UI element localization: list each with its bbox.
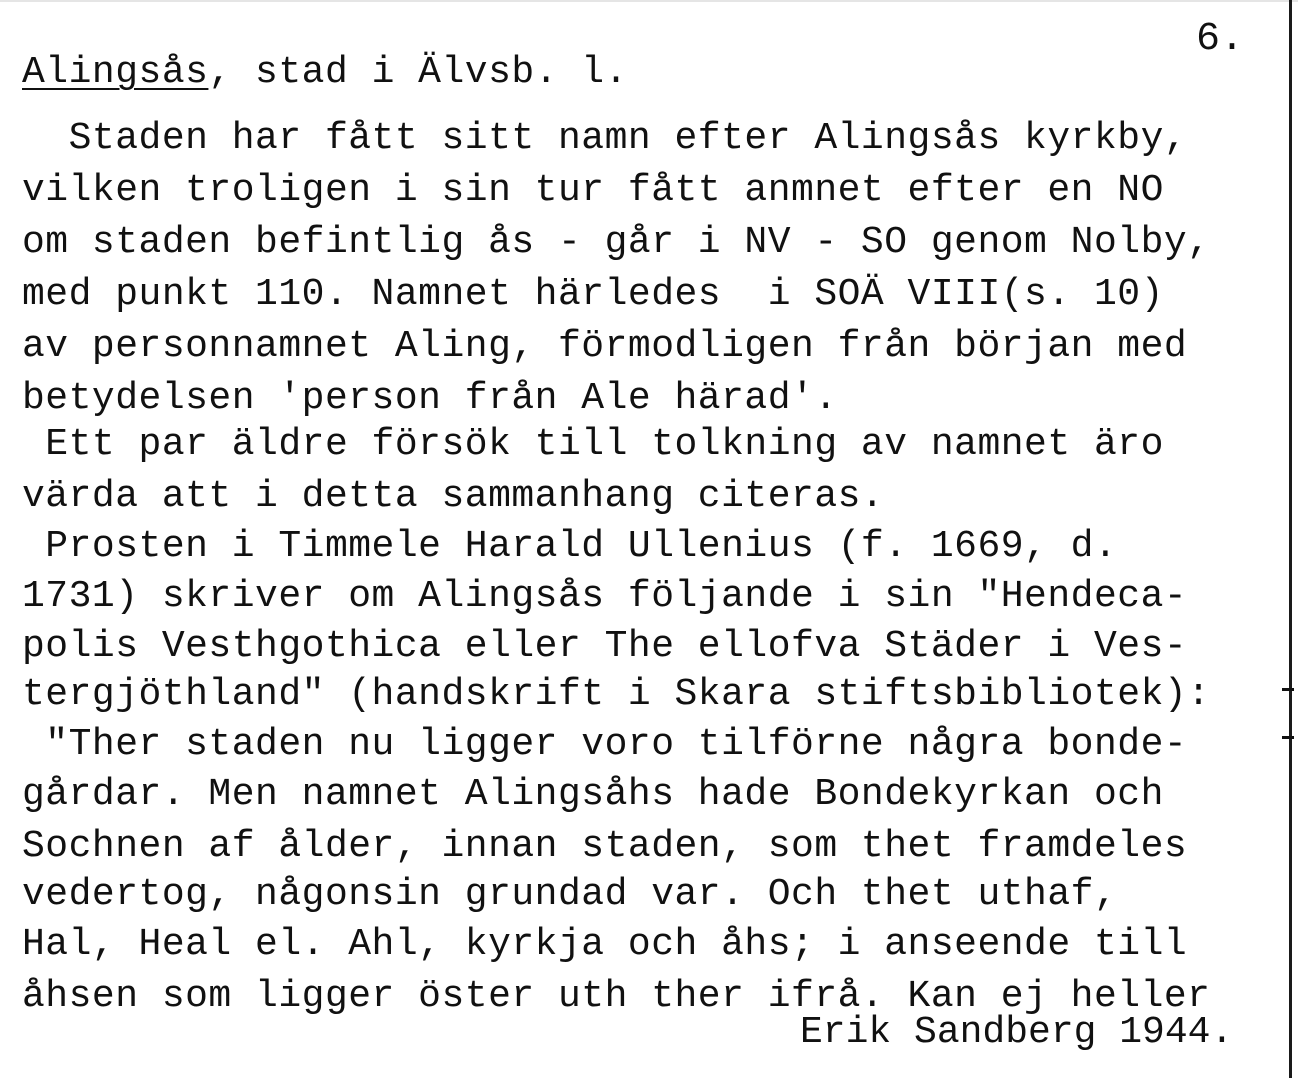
text-line: tergjöthland" (handskrift i Skara stiftsbibliotek): <box>22 673 1211 716</box>
text-line: gårdar. Men namnet Alingsåhs hade Bondekyrkan och <box>22 773 1164 816</box>
text-line: vedertog, någonsin grundad var. Och thet uthaf, <box>22 873 1118 916</box>
text-line: 1731) skriver om Alingsås följande i sin "Hendeca- <box>22 575 1188 618</box>
text-line: betydelsen 'person från Ale härad'. <box>22 377 838 420</box>
text-line: Ett par äldre försök till tolkning av namnet äro <box>22 423 1164 466</box>
text-line: av personnamnet Aling, förmodligen från början med <box>22 325 1188 368</box>
text-line: vilken troligen i sin tur fått anmnet efter en NO <box>22 169 1164 212</box>
page-number: 6. <box>1196 17 1245 62</box>
entry-heading <box>22 50 628 96</box>
text-line: åhsen som ligger öster uth ther ifrå. Kan ej heller <box>22 975 1211 1018</box>
heading-description: , stad i Älvsb. l. <box>208 51 628 94</box>
margin-tick <box>1282 688 1294 691</box>
text-line: med punkt 110. Namnet härledes i SOÄ VIII(s. 10) <box>22 273 1164 316</box>
text-line: polis Vesthgothica eller The ellofva Städer i Ves- <box>22 625 1188 668</box>
text-line: "Ther staden nu ligger voro tilförne några bonde- <box>22 723 1188 766</box>
text-line: Prosten i Timmele Harald Ullenius (f. 1669, d. <box>22 525 1118 568</box>
card-right-edge <box>1289 0 1292 1078</box>
signature: Erik Sandberg 1944. <box>800 1011 1234 1054</box>
text-line: värda att i detta sammanhang citeras. <box>22 475 885 518</box>
card-top-edge <box>0 0 1298 2</box>
text-line: Sochnen af ålder, innan staden, som thet framdeles <box>22 825 1188 868</box>
text-line: Staden har fått sitt namn efter Alingsås kyrkby, <box>22 117 1188 160</box>
heading-place-name: Alingsås <box>22 51 209 94</box>
text-line: om staden befintlig ås - går i NV - SO genom Nolby, <box>22 221 1211 264</box>
text-line: Hal, Heal el. Ahl, kyrkja och åhs; i anseende till <box>22 923 1188 966</box>
margin-tick <box>1282 736 1294 739</box>
